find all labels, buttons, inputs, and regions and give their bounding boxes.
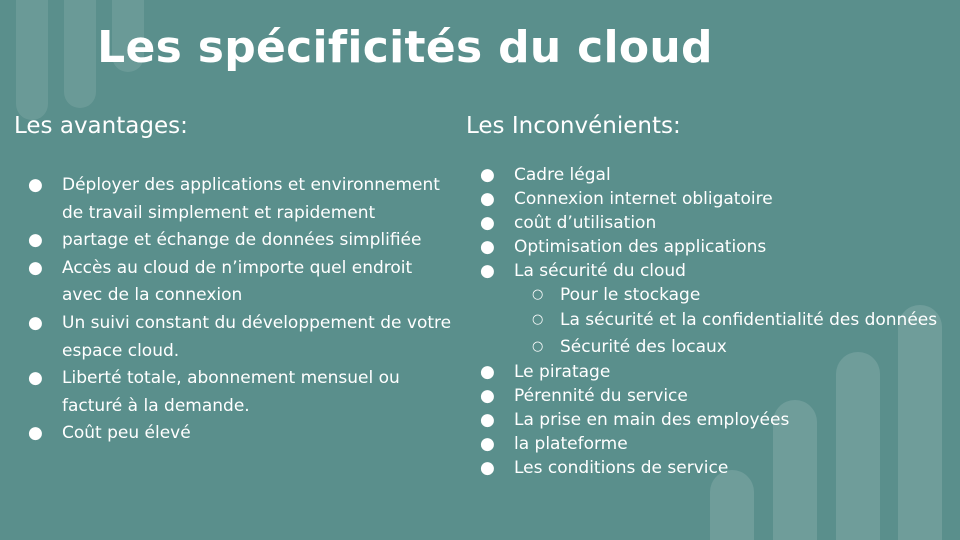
list-item <box>468 259 938 283</box>
bullet-icon: ● <box>28 312 43 333</box>
list-item-text: La sécurité du cloud <box>514 261 686 281</box>
list-item-text: Sécurité des locaux <box>560 336 727 357</box>
list-item-text: Cadre légal <box>514 165 611 185</box>
bullet-icon: ● <box>28 368 43 389</box>
list-item <box>468 408 938 432</box>
bullet-icon: ● <box>28 175 43 195</box>
list-item-text: la plateforme <box>514 434 628 454</box>
list-item <box>16 227 456 255</box>
bullet-icon: ● <box>480 237 495 257</box>
list-item-text: Pérennité du service <box>514 386 688 406</box>
list-item <box>468 235 938 259</box>
list-item-text: Le piratage <box>514 362 611 382</box>
list-item-text: Pour le stockage <box>560 285 701 305</box>
list-item <box>468 432 938 456</box>
bullet-icon: ● <box>480 165 495 185</box>
advantages-list <box>16 172 456 448</box>
circle-bullet-icon: ○ <box>532 287 544 302</box>
bullet-icon: ● <box>28 423 43 444</box>
disadvantages-list <box>468 163 938 480</box>
decorative-bar <box>710 470 754 540</box>
list-item <box>468 211 938 235</box>
list-item-text: Accès au cloud de n’importe quel endroit avec de la connexion <box>62 257 413 306</box>
list-item <box>468 187 938 211</box>
bullet-icon: ● <box>480 386 495 406</box>
list-item-text: Un suivi constant du développement de votre espace cloud. <box>62 312 452 361</box>
list-item-text: Liberté totale, abonnement mensuel ou facturé à la demande. <box>62 368 400 416</box>
list-item <box>16 172 456 227</box>
bullet-icon: ● <box>28 257 43 278</box>
list-item-text: Les conditions de service <box>514 458 729 478</box>
slide-title: Les spécificités du cloud <box>97 22 713 73</box>
list-item <box>16 365 456 420</box>
disadvantages-heading: Les Inconvénients: <box>466 113 681 139</box>
bullet-icon: ● <box>480 189 495 209</box>
list-item <box>468 163 938 187</box>
advantages-heading: Les avantages: <box>14 113 188 139</box>
list-item-text: La prise en main des employées <box>514 410 790 430</box>
sub-list-item <box>468 334 938 361</box>
bullet-icon: ● <box>480 410 495 430</box>
list-item <box>16 255 456 310</box>
circle-bullet-icon: ○ <box>532 338 544 354</box>
bullet-icon: ● <box>480 261 495 281</box>
bullet-icon: ● <box>480 434 495 454</box>
circle-bullet-icon: ○ <box>532 312 544 327</box>
list-item-text: partage et échange de données simplifiée <box>62 230 422 251</box>
list-item-text: Connexion internet obligatoire <box>514 189 773 209</box>
sub-list-item <box>468 307 938 334</box>
bullet-icon: ● <box>480 362 495 382</box>
bullet-icon: ● <box>480 213 495 233</box>
list-item <box>468 456 938 480</box>
list-item <box>468 360 938 384</box>
bullet-icon: ● <box>480 458 495 478</box>
bullet-icon: ● <box>28 230 43 251</box>
sub-list-item <box>468 283 938 307</box>
list-item-text: Coût peu élevé <box>62 423 191 444</box>
list-item-text: Optimisation des applications <box>514 237 767 257</box>
list-item-text: La sécurité et la confidentialité des données <box>560 310 938 330</box>
list-item <box>16 420 456 448</box>
list-item-text: Déployer des applications et environnement de travail simplement et rapidement <box>62 175 440 223</box>
list-item-text: coût d’utilisation <box>514 213 657 233</box>
list-item <box>468 384 938 408</box>
list-item <box>16 310 456 365</box>
